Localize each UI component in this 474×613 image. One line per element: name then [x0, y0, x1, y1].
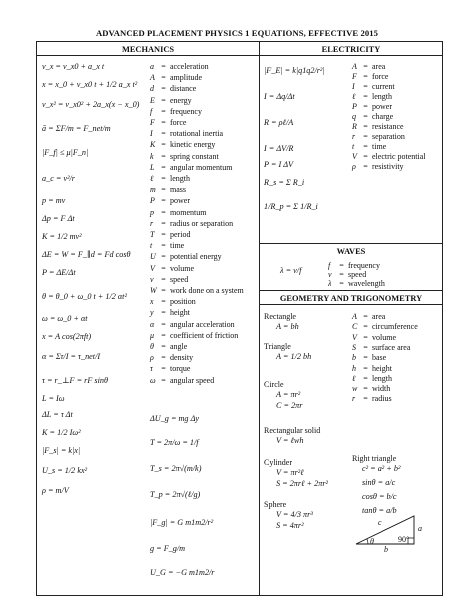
symbol-variable: A: [352, 62, 357, 71]
symbol-variable: A: [352, 312, 357, 321]
shape-name: Sphere: [264, 500, 287, 509]
mechanics-symbol-row: [150, 152, 219, 161]
equals-sign: =: [161, 207, 166, 217]
mechanics-equation-right: T = 2π/ω = 1/f: [150, 438, 199, 447]
mechanics-equation: p = mv: [42, 196, 66, 205]
equals-sign: =: [161, 375, 166, 385]
shape-formula: V = πr²ℓ: [276, 468, 304, 477]
symbol-description: power: [168, 196, 190, 206]
geometry-symbol-row: [352, 333, 396, 342]
mechanics-symbol-row: [150, 73, 202, 82]
symbol-variable: P: [352, 102, 357, 111]
mechanics-symbol-row: [150, 264, 194, 273]
mechanics-equation: v_x = v_x0 + a_x t: [42, 62, 105, 71]
equals-sign: =: [161, 364, 166, 374]
equals-sign: =: [161, 263, 166, 273]
mechanics-equation: ā = ΣF/m = F_net/m: [42, 124, 111, 133]
equals-sign: =: [161, 174, 166, 183]
symbol-variable: ℓ: [352, 373, 356, 383]
symbol-variable: ℓ: [352, 92, 356, 101]
symbol-description: width: [370, 384, 391, 394]
shape-formula: S = 4πr²: [276, 521, 304, 530]
symbol-variable: V: [150, 263, 155, 273]
symbol-variable: x: [150, 297, 154, 307]
symbol-variable: a: [150, 62, 154, 71]
electricity-symbol-row: [352, 142, 386, 151]
equals-sign: =: [161, 274, 166, 284]
symbol-description: resistivity: [370, 162, 404, 171]
shape-name: Cylinder: [264, 458, 292, 467]
equals-sign: =: [363, 342, 368, 352]
mechanics-equation: x = x_0 + v_x0 t + 1/2 a_x t²: [42, 80, 138, 89]
shape-formula: S = 2πrℓ + 2πr²: [276, 479, 328, 488]
mechanics-equation: θ = θ_0 + ω_0 t + 1/2 αt²: [42, 292, 127, 301]
shape-formula: V = 4/3 πr³: [276, 510, 313, 519]
symbol-variable: b: [352, 353, 356, 363]
equals-sign: =: [363, 82, 368, 91]
electricity-equation: P = I ΔV: [264, 160, 294, 169]
equals-sign: =: [161, 241, 166, 251]
symbol-variable: t: [352, 142, 355, 151]
symbol-variable: m: [150, 185, 156, 195]
mechanics-equation: a_c = v²/r: [42, 174, 75, 183]
electricity-equation: R_s = Σ R_i: [264, 178, 305, 187]
mechanics-symbol-row: [150, 174, 190, 183]
right-angle-label: 90°: [398, 535, 410, 544]
symbol-description: current: [370, 82, 395, 91]
waves-top-rule: [259, 243, 443, 244]
equals-sign: =: [363, 92, 368, 101]
mechanics-equation: ΔE = W = F_∥d = Fd cosθ: [42, 250, 131, 259]
mechanics-symbol-row: [150, 353, 193, 362]
equals-sign: =: [363, 102, 368, 111]
electricity-symbol-row: [352, 92, 392, 101]
symbol-description: frequency: [168, 106, 202, 116]
symbol-description: area: [370, 62, 386, 71]
mechanics-symbol-row: [150, 297, 196, 306]
symbol-variable: ℓ: [150, 174, 154, 183]
symbol-description: density: [168, 353, 194, 363]
equals-sign: =: [363, 72, 368, 81]
electricity-symbol-row: [352, 132, 405, 141]
equals-sign: =: [363, 373, 368, 383]
electricity-equation: R = ρℓ/A: [264, 118, 294, 127]
mechanics-symbol-row: [150, 252, 222, 261]
shape-formula: A = 1/2 bh: [276, 352, 312, 361]
symbol-description: electric potential: [370, 152, 426, 161]
symbol-description: work done on a system: [168, 286, 244, 295]
equals-sign: =: [161, 353, 166, 363]
symbol-description: power: [370, 102, 392, 111]
symbol-description: angular acceleration: [168, 319, 235, 329]
equals-sign: =: [161, 140, 166, 150]
symbol-variable: U: [150, 252, 156, 262]
equals-sign: =: [363, 62, 368, 71]
electricity-symbol-row: [352, 162, 404, 171]
equals-sign: =: [161, 73, 166, 83]
mechanics-symbol-row: [150, 196, 190, 205]
symbol-description: frequency: [346, 261, 380, 270]
equals-sign: =: [363, 112, 368, 121]
equals-sign: =: [363, 152, 368, 161]
equals-sign: =: [363, 363, 368, 373]
symbol-variable: τ: [150, 364, 153, 374]
symbol-description: time: [168, 241, 185, 251]
mechanics-symbol-row: [150, 241, 184, 250]
symbol-description: length: [168, 174, 190, 183]
waves-symbol-row: [328, 261, 380, 270]
theta-arc: [367, 539, 368, 544]
symbol-variable: T: [150, 230, 155, 239]
symbol-variable: F: [352, 72, 357, 81]
geometry-symbol-row: [352, 384, 390, 393]
symbol-variable: A: [150, 73, 155, 83]
symbol-variable: V: [352, 152, 357, 161]
equals-sign: =: [161, 106, 166, 116]
mechanics-equation: Δp = F Δt: [42, 214, 75, 223]
mechanics-equation: |F_f| ≤ μ|F_n|: [42, 148, 89, 157]
symbol-description: volume: [370, 332, 396, 342]
symbol-description: momentum: [168, 207, 207, 217]
shape-formula: C = 2πr: [276, 401, 303, 410]
symbol-variable: ρ: [352, 162, 356, 171]
mechanics-equation: K = 1/2 mv²: [42, 232, 82, 241]
symbol-description: radius or separation: [168, 218, 234, 228]
electricity-heading: ELECTRICITY: [321, 45, 381, 54]
mechanics-equation: ω = ω_0 + αt: [42, 314, 88, 323]
wave-equation: λ = v/f: [280, 266, 302, 275]
mechanics-symbol-row: [150, 84, 196, 93]
mechanics-symbol-row: [150, 230, 190, 239]
shape-formula: A = bh: [276, 322, 299, 331]
theta-label: θ: [370, 537, 374, 546]
equals-sign: =: [339, 261, 344, 270]
equals-sign: =: [363, 142, 368, 151]
symbol-variable: y: [150, 308, 154, 318]
mechanics-equation-right: |F_g| = G m1m2/r²: [150, 518, 214, 527]
symbol-description: angular speed: [168, 375, 215, 385]
symbol-description: amplitude: [168, 73, 202, 83]
symbol-description: wavelength: [346, 279, 385, 288]
mechanics-symbol-row: [150, 208, 206, 217]
symbol-description: force: [370, 72, 389, 81]
shape-formula: A = πr²: [276, 390, 301, 399]
symbol-description: surface area: [370, 342, 411, 352]
right-triangle-formula: c² = a² + b²: [362, 464, 401, 473]
mechanics-equation-right: T_p = 2π√(ℓ/g): [150, 490, 201, 499]
equals-sign: =: [363, 353, 368, 363]
symbol-variable: ω: [150, 375, 156, 385]
geometry-top-rule: [259, 290, 443, 291]
geometry-symbol-row: [352, 353, 386, 362]
mechanics-equation: α = Στ/I = τ_net/I: [42, 352, 101, 361]
symbol-variable: K: [150, 140, 156, 150]
mechanics-equation: U_s = 1/2 kx²: [42, 466, 88, 475]
geometry-heading-rule: [259, 304, 443, 305]
side-c-label: c: [378, 518, 382, 527]
symbol-variable: S: [352, 342, 356, 352]
electricity-equation: |F_E| = k|q1q2/r²|: [264, 66, 325, 75]
geometry-symbol-row: [352, 394, 392, 403]
equals-sign: =: [161, 95, 166, 105]
symbol-variable: P: [150, 196, 155, 206]
equals-sign: =: [161, 297, 166, 307]
symbol-variable: R: [352, 122, 357, 131]
symbol-description: torque: [168, 364, 191, 374]
symbol-variable: α: [150, 319, 155, 329]
symbol-variable: C: [352, 322, 358, 332]
equals-sign: =: [363, 394, 368, 404]
symbol-variable: r: [352, 132, 356, 141]
symbol-variable: E: [150, 95, 155, 105]
shape-name: Circle: [264, 380, 284, 389]
equals-sign: =: [363, 384, 368, 394]
mechanics-equation: |F_s| = k|x|: [42, 446, 81, 455]
symbol-variable: h: [352, 363, 356, 373]
symbol-description: period: [168, 230, 191, 239]
mechanics-equation: K = 1/2 Iω²: [42, 428, 81, 437]
equals-sign: =: [161, 319, 166, 329]
mechanics-equation: ΔL = τ Δt: [42, 410, 73, 419]
mechanics-equation-right: ΔU_g = mg Δy: [150, 414, 200, 423]
symbol-variable: f: [150, 106, 153, 116]
symbol-variable: μ: [150, 330, 155, 340]
equals-sign: =: [161, 129, 166, 139]
symbol-description: radius: [370, 394, 392, 404]
symbol-description: acceleration: [168, 62, 209, 71]
electricity-equation: I = ΔV/R: [264, 144, 294, 153]
equals-sign: =: [161, 84, 166, 94]
symbol-variable: I: [150, 129, 153, 139]
mechanics-symbol-row: [150, 275, 188, 284]
symbol-description: distance: [168, 84, 197, 94]
equals-sign: =: [161, 308, 166, 318]
symbol-description: energy: [168, 95, 192, 105]
symbol-description: base: [370, 353, 387, 363]
equals-sign: =: [161, 230, 166, 239]
electricity-equation: I = Δq/Δt: [264, 92, 295, 101]
electricity-symbol-row: [352, 152, 426, 161]
geometry-symbol-row: [352, 312, 385, 321]
electricity-symbol-row: [352, 122, 404, 131]
equals-sign: =: [363, 312, 368, 321]
mechanics-equation-right: T_s = 2π√(m/k): [150, 464, 202, 473]
waves-symbol-row: [328, 270, 366, 279]
symbol-description: angular momentum: [168, 162, 233, 172]
symbol-variable: f: [328, 261, 331, 270]
equals-sign: =: [161, 286, 166, 295]
equals-sign: =: [161, 162, 166, 172]
mechanics-symbol-row: [150, 376, 214, 385]
equals-sign: =: [161, 118, 166, 127]
mechanics-equation-right: U_G = −G m1m2/r: [150, 568, 215, 577]
symbol-variable: r: [352, 394, 356, 404]
electricity-equation: 1/R_p = Σ 1/R_i: [264, 202, 318, 211]
waves-heading: WAVES: [336, 247, 366, 256]
equals-sign: =: [363, 162, 368, 171]
waves-symbol-row: [328, 279, 385, 288]
mechanics-equation: τ = r_⊥F = rF sinθ: [42, 376, 108, 385]
symbol-description: area: [370, 312, 386, 321]
symbol-description: height: [370, 363, 392, 373]
mechanics-equation-right: g = F_g/m: [150, 544, 186, 553]
symbol-description: charge: [370, 112, 394, 121]
mechanics-symbol-row: [150, 331, 238, 340]
symbol-description: position: [168, 297, 196, 307]
geometry-symbol-row: [352, 364, 392, 373]
shape-formula: V = ℓwh: [276, 436, 304, 445]
equals-sign: =: [363, 122, 368, 131]
shape-name: Triangle: [264, 342, 291, 351]
mechanics-equation: x = A cos(2πft): [42, 332, 92, 341]
geometry-symbol-row: [352, 322, 418, 331]
symbol-description: circumference: [370, 322, 418, 332]
symbol-variable: p: [150, 207, 154, 217]
symbol-description: kinetic energy: [168, 140, 216, 150]
symbol-description: height: [168, 308, 190, 318]
symbol-description: length: [370, 373, 392, 383]
mechanics-symbol-row: [150, 320, 235, 329]
symbol-description: potential energy: [168, 252, 222, 262]
equals-sign: =: [161, 252, 166, 262]
equals-sign: =: [363, 332, 368, 342]
right-triangle-formula: sinθ = a/c: [362, 478, 396, 487]
equals-sign: =: [363, 132, 368, 141]
symbol-description: spring constant: [168, 151, 219, 161]
mechanics-equation: L = Iω: [42, 394, 65, 403]
electricity-symbol-row: [352, 62, 385, 71]
symbol-variable: I: [352, 82, 355, 91]
mechanics-symbol-row: [150, 342, 187, 351]
equals-sign: =: [161, 330, 166, 340]
symbol-variable: t: [150, 241, 153, 251]
electricity-symbol-row: [352, 82, 395, 91]
symbol-description: speed: [346, 270, 367, 279]
electricity-heading-rule: [259, 55, 443, 56]
equals-sign: =: [161, 185, 166, 195]
electricity-symbol-row: [352, 112, 393, 121]
symbol-variable: λ: [328, 279, 332, 288]
geometry-symbol-row: [352, 374, 392, 383]
symbol-description: mass: [168, 185, 186, 195]
mechanics-equation: P = ΔE/Δt: [42, 268, 76, 277]
symbol-description: rotational inertia: [168, 129, 224, 139]
symbol-variable: W: [150, 286, 157, 295]
symbol-description: separation: [370, 132, 405, 141]
right-triangle-label: Right triangle: [352, 454, 397, 463]
mechanics-equation: v_x² = v_x0² + 2a_x(x − x_0): [42, 100, 140, 109]
symbol-description: time: [370, 142, 387, 151]
electricity-symbol-row: [352, 72, 388, 81]
shape-name: Rectangle: [264, 312, 296, 321]
symbol-variable: r: [150, 218, 154, 228]
equals-sign: =: [339, 270, 344, 279]
symbol-variable: v: [150, 274, 154, 284]
symbol-variable: θ: [150, 342, 154, 351]
shape-name: Rectangular solid: [264, 426, 321, 435]
symbol-variable: v: [328, 270, 332, 279]
equals-sign: =: [161, 342, 166, 351]
equals-sign: =: [339, 279, 344, 288]
symbol-variable: V: [352, 332, 357, 342]
page-title: ADVANCED PLACEMENT PHYSICS 1 EQUATIONS, EFFECTIVE 2015: [95, 28, 379, 38]
mechanics-equation: ρ = m/V: [42, 486, 69, 495]
side-b-label: b: [384, 545, 388, 554]
equals-sign: =: [161, 196, 166, 206]
mechanics-symbol-row: [150, 129, 223, 138]
equals-sign: =: [161, 62, 166, 71]
equals-sign: =: [161, 151, 166, 161]
equals-sign: =: [161, 218, 166, 228]
mechanics-symbol-row: [150, 364, 190, 373]
symbol-description: force: [168, 118, 187, 127]
column-divider: [259, 41, 260, 596]
equals-sign: =: [363, 322, 368, 332]
symbol-description: length: [370, 92, 392, 101]
symbol-variable: ρ: [150, 353, 154, 363]
side-a-label: a: [418, 524, 422, 533]
geometry-heading: GEOMETRY AND TRIGONOMETRY: [279, 294, 423, 303]
right-triangle-formula: cosθ = b/c: [362, 492, 397, 501]
symbol-description: resistance: [370, 122, 404, 131]
symbol-description: volume: [168, 263, 194, 273]
symbol-description: angle: [168, 342, 188, 351]
mechanics-symbol-row: [150, 62, 209, 71]
mechanics-symbol-row: [150, 118, 186, 127]
symbol-description: coefficient of friction: [168, 330, 239, 340]
mechanics-symbol-row: [150, 107, 202, 116]
symbol-variable: L: [150, 162, 155, 172]
symbol-variable: w: [352, 384, 358, 394]
symbol-variable: F: [150, 118, 155, 127]
geometry-symbol-row: [352, 343, 410, 352]
mechanics-symbol-row: [150, 185, 186, 194]
mechanics-symbol-row: [150, 96, 192, 105]
symbol-variable: d: [150, 84, 154, 94]
mechanics-symbol-row: [150, 308, 190, 317]
mechanics-symbol-row: [150, 140, 215, 149]
symbol-variable: k: [150, 151, 154, 161]
mechanics-heading-rule: [36, 55, 260, 56]
mechanics-symbol-row: [150, 163, 232, 172]
symbol-description: speed: [168, 274, 189, 284]
mechanics-heading: MECHANICS: [121, 45, 175, 54]
right-triangle-formula: tanθ = a/b: [362, 506, 397, 515]
electricity-symbol-row: [352, 102, 392, 111]
symbol-variable: q: [352, 112, 356, 121]
mechanics-symbol-row: [150, 286, 244, 295]
mechanics-symbol-row: [150, 219, 233, 228]
